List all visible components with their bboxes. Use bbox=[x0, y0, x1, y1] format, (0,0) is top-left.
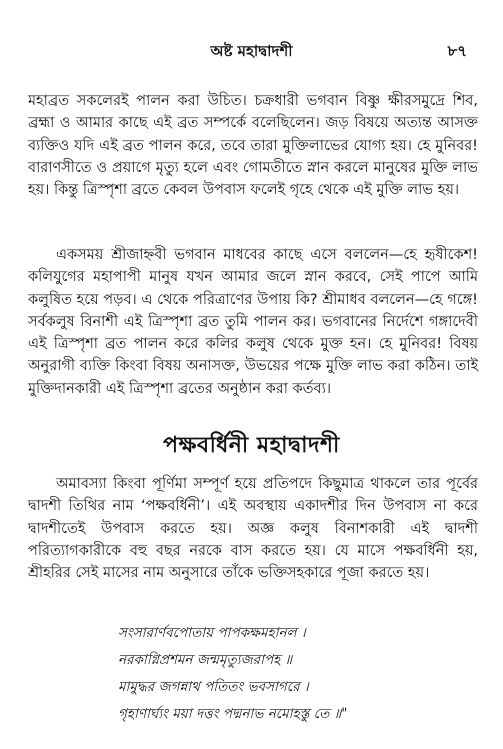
verse-line-3: মামুদ্ধর জগন্নাথ পতিতং ভবসাগরে । bbox=[118, 679, 309, 695]
verse-line-4: গৃহাণার্ঘ্যং ময়া দত্তং পদ্মনাভ নমোহস্তু তে ॥" bbox=[118, 706, 348, 722]
verse-block bbox=[118, 620, 488, 728]
section-heading: পক্ষবর্ধিনী মহাদ্বাদশী bbox=[163, 433, 340, 458]
body-paragraph-1: মহাব্রত সকলেরই পালন করা উচিত। চক্রধারী ভগবান বিষ্ণু ক্ষীরসমুদ্রে শিব, ব্রহ্মা ও আমার কাছে এই ব্রত সম্পর্কে বলেছিলেন। জড় বিষয়ে অত্যন্ত আসক্ত ব্যক্তিও যদি এই ব্রত পালন করে, তবে তারা মুক্তিলাভের যোগ্য হয়। হে মুনিবর! বারাণসীতে ও প্রয়াগে মৃত্যু হলে এবং গোমতীতে স্নান করলে মানুষের মুক্তি লাভ হয়। কিন্তু ত্রিস্পৃশা ব্রতে কেবল উপবাস ফলেই গৃহে থেকে এই মুক্তি লাভ হয়। bbox=[28, 93, 478, 199]
body-paragraph-3: অমাবস্যা কিংবা পূর্ণিমা সম্পূর্ণ হয়ে প্রতিপদে কিছুমাত্র থাকলে তার পূর্বের দ্বাদশী তিথির নাম ‘পক্ষবর্ধিনী’। এই অবস্থায় একাদশীর দিন উপবাস না করে দ্বাদশীতেই উপবাস করতে হয়। অজ্ঞ কলুষ বিনাশকারী এই দ্বাদশী পরিত্যাগকারীকে বহু বছর নরকে বাস করতে হয়। যে মাসে পক্ষবর্ধিনী হয়, শ্রীহরির সেই মাসের নাম অনুসারে তাঁকে ভক্তিসহকারে পূজা করতে হয়। bbox=[28, 476, 478, 582]
verse-line-2: নরকাগ্নিপ্রশমন জন্মমৃত্যুজরাপহ ॥ bbox=[118, 652, 293, 668]
running-title: অষ্ট মহাদ্বাদশী bbox=[210, 42, 293, 60]
page-number: ৮৭ bbox=[447, 42, 467, 60]
page-header bbox=[0, 40, 503, 64]
body-paragraph-2: একসময় শ্রীজাহ্নবী ভগবান মাধবের কাছে এসে বললেন—হে হৃষীকেশ! কলিযুগের মহাপাপী মানুষ যখন আমার জলে স্নান করবে, সেই পাপে আমি কলুষিত হয়ে পড়ব। এ থেকে পরিত্রাণের উপায় কি? শ্রীমাধব বললেন—হে গঙ্গে! সর্বকলুষ বিনাশী এই ত্রিস্পৃশা ব্রত তুমি পালন কর। ভগবানের নির্দেশে গঙ্গাদেবী এই ত্রিস্পৃশা ব্রত পালন করে কলির কলুষ থেকে মুক্ত হন। হে মুনিবর! বিষয় অনুরাগী ব্যক্তি কিংবা বিষয় অনাসক্ত, উভয়ের পক্ষে মুক্তি লাভ করা কঠিন। তাই মুক্তিদানকারী এই ত্রিস্পৃশা ব্রতের অনুষ্ঠান করা কর্তব্য। bbox=[28, 247, 478, 397]
verse-line-1: সংসারার্ণবপোতায় পাপকক্ষমহানল । bbox=[118, 625, 306, 641]
